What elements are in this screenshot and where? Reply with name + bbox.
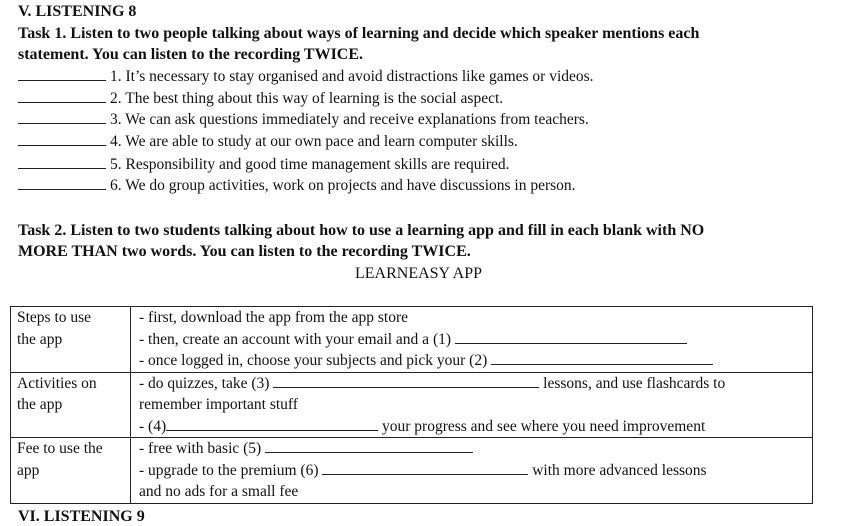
blank-6[interactable] — [322, 460, 528, 475]
table-row — [11, 307, 813, 373]
statement-text: 1. It’s necessary to stay organised and avoid distractions like games or videos. — [110, 68, 594, 85]
content-line — [139, 373, 812, 395]
statement-row — [18, 176, 576, 195]
statement-row — [18, 67, 594, 86]
row-label — [11, 307, 131, 373]
content-text: with more advanced lessons — [532, 461, 707, 479]
table-row — [11, 438, 813, 504]
blank-1[interactable] — [455, 329, 687, 344]
section-title: V. LISTENING 8 — [18, 3, 137, 20]
answer-blank[interactable] — [18, 110, 106, 124]
content-line: - first, download the app from the app store — [139, 309, 409, 326]
statement-text: 5. Responsibility and good time management skills are required. — [110, 156, 510, 173]
content-line — [139, 329, 812, 351]
content-text: - once logged in, choose your subjects and pick your (2) — [139, 352, 488, 369]
table-title-text: LEARNEASY APP — [355, 265, 482, 282]
content-line — [139, 350, 812, 372]
statement-row — [18, 110, 589, 129]
content-text: - upgrade to the premium (6) — [139, 461, 319, 479]
statement-row — [18, 132, 518, 151]
statement-text: 6. We do group activities, work on projects and have discussions in person. — [110, 177, 576, 194]
task2-instruction-line1: Task 2. Listen to two students talking about how to use a learning app and fill in each blank with NO — [18, 222, 705, 239]
answer-blank[interactable] — [18, 67, 106, 81]
label-line: Fee to use the — [17, 440, 103, 457]
label-line: the app — [17, 330, 63, 348]
row-label — [11, 372, 131, 438]
next-section-title: VI. LISTENING 9 — [18, 508, 145, 525]
table-title — [355, 265, 482, 283]
answer-blank[interactable] — [18, 176, 106, 190]
row-label — [11, 438, 131, 504]
answer-blank[interactable] — [18, 155, 106, 169]
row-content — [131, 372, 813, 438]
content-text: - free with basic (5) — [139, 440, 262, 457]
statement-text: 2. The best thing about this way of learning is the social aspect. — [110, 90, 504, 107]
content-line — [139, 416, 812, 438]
blank-5[interactable] — [265, 438, 473, 453]
task1-instruction-line2: statement. You can listen to the recording TWICE. — [18, 46, 364, 63]
table-row — [11, 372, 813, 438]
blank-2[interactable] — [491, 350, 713, 365]
content-text: - do quizzes, take (3) — [139, 374, 270, 392]
statement-row — [18, 155, 509, 174]
answer-blank[interactable] — [18, 89, 106, 103]
row-content — [131, 307, 813, 373]
label-line: app — [17, 461, 40, 479]
answer-blank[interactable] — [18, 132, 106, 146]
statement-text: 4. We are able to study at our own pace and learn computer skills. — [110, 133, 518, 150]
content-line — [139, 438, 812, 460]
content-line — [139, 460, 812, 482]
statement-text: 3. We can ask questions immediately and receive explanations from teachers. — [110, 111, 589, 128]
content-text: your progress and see where you need improvement — [382, 417, 706, 435]
task1-instruction-line1: Task 1. Listen to two people talking about ways of learning and decide which speaker mentions each — [18, 25, 700, 42]
content-line: remember important stuff — [139, 396, 298, 413]
blank-4[interactable] — [166, 416, 378, 431]
content-text: - then, create an account with your email and a (1) — [139, 330, 452, 348]
label-line: Steps to use — [17, 309, 92, 326]
content-text: - (4) — [139, 417, 167, 435]
row-content — [131, 438, 813, 504]
content-text: lessons, and use flashcards to — [543, 374, 726, 392]
task2-instruction-line2: MORE THAN two words. You can listen to the recording TWICE. — [18, 243, 471, 260]
learneasy-table — [10, 306, 813, 504]
label-line: the app — [17, 396, 63, 413]
statement-row — [18, 89, 503, 108]
label-line: Activities on — [17, 374, 97, 392]
blank-3[interactable] — [273, 373, 539, 388]
content-line: and no ads for a small fee — [139, 483, 299, 500]
